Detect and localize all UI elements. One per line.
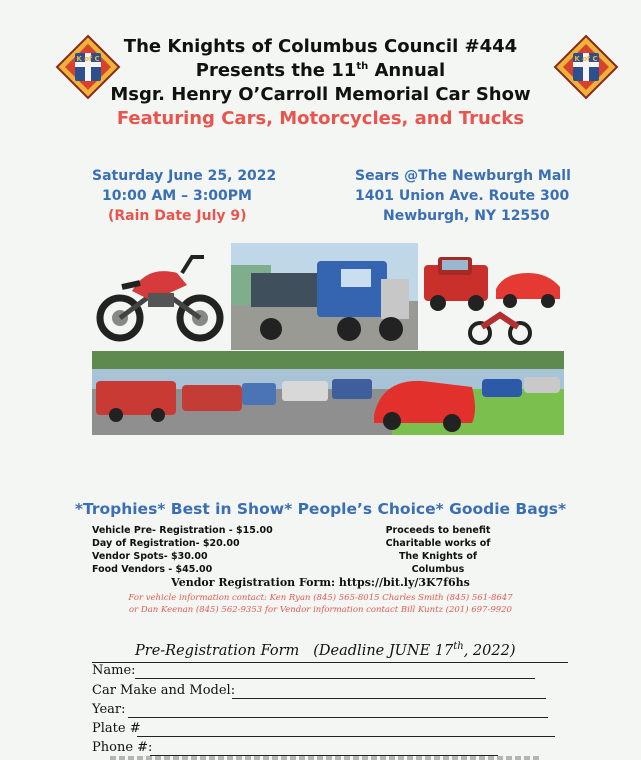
contact-line: or Dan Keenan (845) 562-9353 for Vendor information contact Bill Kuntz (201) 697-9920 — [129, 605, 512, 615]
fee-item: Vehicle Pre- Registration - $15.00 — [92, 525, 273, 536]
photo-car-show-lineup — [92, 351, 564, 435]
event-location — [355, 166, 571, 226]
fee-item: Day of Registration- $20.00 — [92, 538, 240, 549]
name-input-line[interactable] — [135, 678, 535, 679]
year-label: Year: — [92, 702, 126, 717]
fee-item: Vendor Spots- $30.00 — [92, 551, 208, 562]
plate-input-line[interactable] — [137, 736, 555, 737]
form-title: Pre-Registration Form — [135, 642, 300, 659]
name-label: Name: — [92, 663, 136, 678]
photo-red-motorcycle — [92, 243, 227, 350]
vendor-registration-link[interactable]: Vendor Registration Form: https://bit.ly/3K7f6hs — [171, 576, 470, 589]
year-input-line[interactable] — [128, 717, 548, 718]
event-datetime — [92, 166, 276, 226]
event-time: 10:00 AM – 3:00PM — [102, 188, 252, 204]
proceeds-line: Charitable works of — [385, 538, 491, 549]
event-rain-date: (Rain Date July 9) — [108, 208, 247, 224]
header-presents: Presents the 11th Annual — [195, 60, 446, 81]
photo-pickup-and-convertible — [420, 243, 566, 350]
header-council: The Knights of Columbus Council #444 — [123, 36, 518, 57]
form-divider — [92, 662, 568, 663]
car-make-model-input-line[interactable] — [232, 698, 546, 699]
photo-blue-semi-truck — [231, 243, 418, 350]
fee-item: Food Vendors - $45.00 — [92, 564, 213, 575]
phone-label: Phone #: — [92, 740, 153, 755]
svg-text:K of C: K of C — [574, 55, 598, 63]
location-line-3: Newburgh, NY 12550 — [383, 208, 550, 224]
location-line-2: 1401 Union Ave. Route 300 — [355, 188, 570, 204]
header-featuring: Featuring Cars, Motorcycles, and Trucks — [116, 108, 525, 129]
proceeds-line: The Knights of Columbus — [398, 551, 478, 575]
proceeds-note — [373, 524, 503, 576]
fee-list — [92, 524, 273, 576]
car-make-model-label: Car Make and Model: — [92, 683, 236, 698]
form-deadline: (Deadline JUNE 17th, 2022) — [313, 641, 516, 659]
proceeds-line: Proceeds to benefit — [385, 525, 491, 536]
plate-label: Plate # — [92, 721, 141, 736]
contact-info — [0, 592, 641, 616]
event-date: Saturday June 25, 2022 — [92, 168, 277, 184]
preregistration-title — [135, 641, 515, 659]
highlights-banner: *Trophies* Best in Show* People’s Choice* Goodie Bags* — [74, 500, 567, 518]
contact-line: For vehicle information contact: Ken Ryan (845) 565-8015 Charles Smith (845) 561-8647 — [128, 593, 513, 603]
cutoff-text-remnant — [110, 756, 540, 760]
header-event-name: Msgr. Henry O’Carroll Memorial Car Show — [110, 84, 531, 105]
location-line-1: Sears @The Newburgh Mall — [355, 168, 571, 184]
svg-text:K of C: K of C — [76, 55, 100, 63]
